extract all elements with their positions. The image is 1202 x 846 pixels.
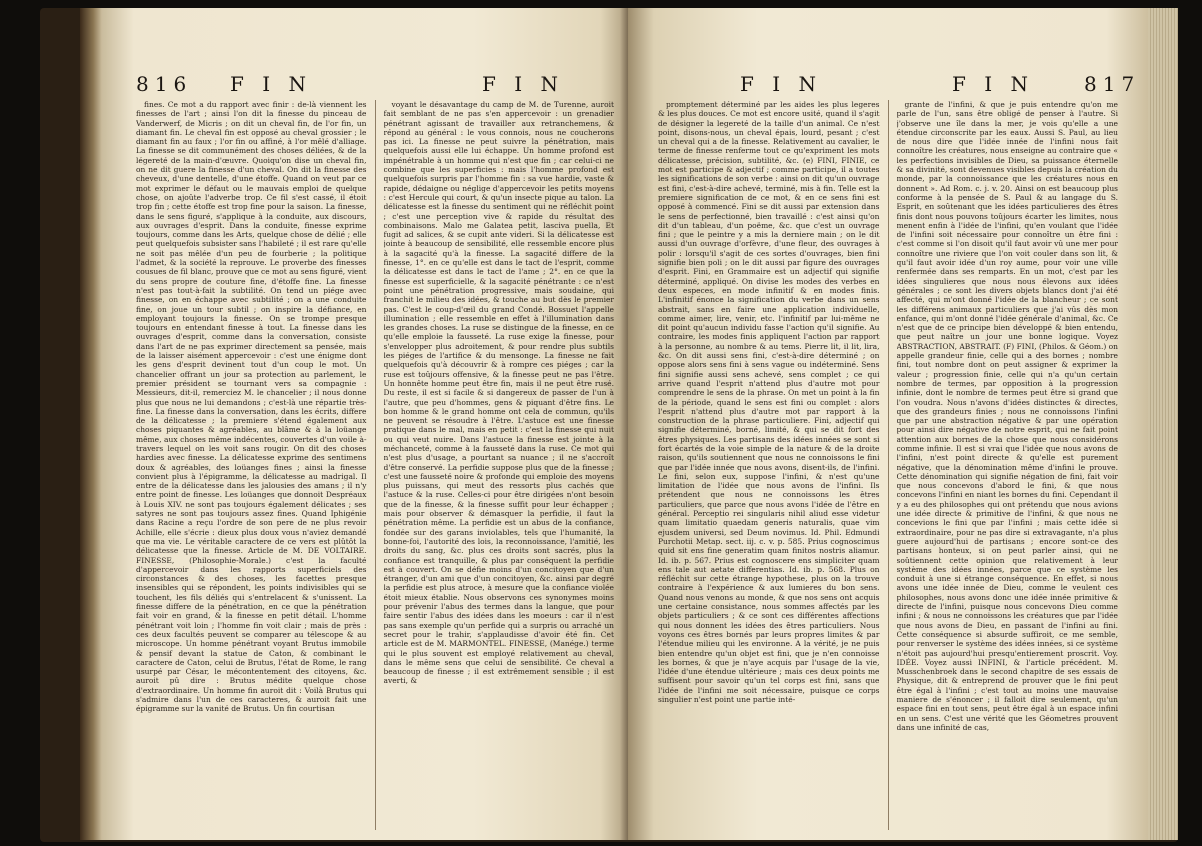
column-divider — [375, 100, 376, 830]
left-column-2-text: voyant le désavantage du camp de M. de Turenne, auroit fait semblant de ne pas s'en appercevoir : un grenadier pénétrant agissant de travailler aux retranchemens, & répond au général : le vous connois, nous ne coucherons pas ici. La finesse ne peut suivre la pénétration, mais quelquefois aussi elle lui échappe. Un homme profond est impénétrable à un homme qui n'est que fin ; car celui-ci ne combine que les superficies : mais l'homme profond est quelquefois surpris par l'homme fin : sa vue hardie, vaste & rapide, dédaigne ou néglige d'appercevoir les petits moyens : c'est Hercule qui court, & qu'un insecte pique au talon. La délicatesse est la finesse du sentiment qui ne réfléchit point ; c'est une perception vive & rapide du résultat des combinaisons. Malo me Galatea petit, lasciva puella, Et fugit ad salices, & se cupit ante videri. Si la délicatesse est jointe à beaucoup de sensibilité, elle ressemble encore plus à la sagacité qu'à la finesse. La sagacité differe de la finesse, 1°. en ce qu'elle est dans le tact de l'esprit, comme la délicatesse est dans le tact de l'ame ; 2°. en ce que la finesse est superficielle, & la sagacité pénétrante : ce n'est point une pénétration progressive, mais soudaine, qui franchit le milieu des idées, & touche au but dès le premier pas. C'est le coup-d'œil du grand Condé. Bossuet l'appelle illumination ; elle ressemble en effet à l'illumination dans les grandes choses. La ruse se distingue de la finesse, en ce qu'elle emploie la fausseté. La ruse exige la finesse, pour s'envelopper plus adroitement, & pour rendre plus subtils les piéges de l'artifice & du mensonge. La finesse ne fait quelquefois qu'à découvrir & à rompre ces piéges ; car la ruse est toûjours offensive, & la finesse peut ne pas l'être. Un honnête homme peut être fin, mais il ne peut être rusé. Du reste, il est si facile & si dangereux de passer de l'un à l'autre, que peu d'hommes, gens & piquant d'être fins. Le bon homme & le grand homme ont cela de commun, qu'ils ne peuvent se résoudre à l'être. L'astuce est une finesse pratique dans le mal, mais en petit : c'est la finesse qui nuit ou qui veut nuire. Dans l'astuce la finesse est jointe à la méchanceté, comme à la fausseté dans la ruse. Ce mot qui n'est plus d'usage, a pourtant sa nuance ; il ne s'accroît d'être conservé. La perfidie suppose plus que de la finesse ; c'est une fausseté noire & profonde qui emploie des moyens plus puissans, qui meut des ressorts plus cachés que l'astuce & la ruse. Celles-ci pour être dirigées n'ont besoin que de la finesse, & la finesse suffit pour leur échapper ; mais pour observer & démasquer la perfidie, il faut la pénétration même. La perfidie est un abus de la confiance, fondée sur des garans inviolables, tels que l'humanité, la bonne-foi, l'autorité des lois, la reconnoissance, l'amitié, les droits du sang, &c. plus ces droits sont sacrés, plus la confiance est tranquille, & plus par conséquent la perfidie est à couvert. On se défie moins d'un concitoyen que d'un étranger, d'un ami que d'un concitoyen, &c. ainsi par degré la perfidie est plus atroce, à mesure que la confiance violée étoit mieux établie. Nous observons ces synonymes moins pour prévenir l'abus des termes dans la langue, que pour faire sentir l'abus des idées dans les moeurs : car il n'est pas sans exemple qu'un perfide qui a surpris ou arraché un secret pour le trahir, s'applaudisse d'avoir été fin. Cet article est de M. MARMONTEL. FINESSE, (Manége.) terme qui le plus souvent est employé relativement au cheval, dans le même sens que celui de sensibilité. Ce cheval a beaucoup de finesse ; il est extrêmement sensible ; il est averti, & — [383, 100, 614, 686]
right-book-edge — [1148, 8, 1178, 840]
right-header-word-1: F I N — [740, 72, 822, 96]
left-page-header — [102, 72, 632, 98]
left-book-edge — [80, 8, 102, 840]
left-page-number: 816 — [136, 72, 193, 96]
left-page — [102, 8, 632, 840]
left-header-word-2: F I N — [482, 72, 564, 96]
left-header-word-1: F I N — [230, 72, 312, 96]
right-page-header — [628, 72, 1148, 98]
left-column-2 — [384, 100, 615, 830]
right-column-2 — [897, 100, 1119, 830]
right-column-2-text: grante de l'infini, & que je puis entendre qu'on me parle de l'un, sans être obligé de penser à l'autre. Si j'observe une île dans la mer, je vois qu'elle a une étendue circonscrite par les eaux. Aussi S. Paul, au lieu de nous dire que l'idée innée de l'infini nous fait connoître les créatures, nous enseigne au contraire que « les perfections invisibles de Dieu, sa puissance éternelle & sa divinité, sont devenues visibles depuis la création du monde, par la connoissance que les créatures nous en donnent ». Ad Rom. c. j. v. 20. Ainsi on est beaucoup plus conforme à la pensée de S. Paul & au langage du S. Esprit, en soûtenant que les idées particulieres des êtres finis dont nous pouvons toûjours écarter les limites, nous menent enfin à l'idée de l'infini, qu'en voulant que l'idée de l'infini soit nécessaire pour connoître un être fini : c'est comme si l'on disoit qu'il faut avoir vû une mer pour connoître une riviere que l'on voit couler dans son lit, & qu'il faut avoir idée d'un roy aume, pour voir une ville renfermée dans ses remparts. En un mot, c'est par les idées singulieres que nous nous élevons aux idées générales ; ce sont les divers objets blancs dont j'ai été affecté, qui m'ont donné l'idée de la blancheur ; ce sont les différens animaux particuliers que j'ai vûs dès mon enfance, qui m'ont donné l'idée générale d'animal, &c. Ce n'est que de ce principe bien développé & bien entendu, que peut naître un jour une bonne logique. Voyez ABSTRACTION, ABSTRAIT. (F) FINI, (Philos. & Géom.) on appelle grandeur finie, celle qui a des bornes ; nombre fini, tout nombre dont on peut assigner & exprimer la valeur ; progression finie, celle qui n'a qu'un certain nombre de termes, par opposition à la progression infinie, dont le nombre de termes peut être si grand que l'on voudra. Nous n'avons d'idées distinctes & directes, que des grandeurs finies ; nous ne connoissons l'infini que par une abstraction négative & par une opération pour ainsi dire négative de notre esprit, qui ne fait point attention aux bornes de la chose que nous considérons comme infinie. Il est si vrai que l'idée que nous avons de l'infini, n'est point directe & qu'elle est purement négative, que la dénomination même d'infini le prouve. Cette dénomination qui signifie négation de fini, fait voir que nous concevons d'abord le fini, & que nous concevons l'infini en niant les bornes du fini. Cependant il y a eu des philosophes qui ont prétendu que nous avions une idée directe & primitive de l'infini, & que nous ne concevions le fini que par l'infini ; mais cette idée si extraordinaire, pour ne pas dire si extravagante, n'a plus guere aujourd'hui de partisans ; encore sont-ce des partisans honteux, si on peut parler ainsi, qui ne soûtiennent cette opinion que relativement à leur système des idées innées, parce que ce système les conduit à une si étrange conséquence. En effet, si nous avons une idée innée de Dieu, comme le veulent ces philosophes, nous avons donc une idée innée primitive & directe de l'infini, puisque nous concevons Dieu comme infini ; & nous ne connoissons les créatures que par l'idée que nous avons de Dieu, en passant de l'infini au fini. Cette conséquence si absurde suffiroit, ce me semble, pour renverser le système des idées innées, si ce système n'étoit pas aujourd'hui presqu'entierement proscrit. Voy. IDÉE. Voyez aussi INFINI, & l'article précédent. M. Musschenbroek dans le second chapitre de ses essais de Physique, dit & entreprend de prouver que le fini peut être égal à l'infini ; c'est tout au moins une mauvaise maniere de s'énoncer ; il falloit dire seulement, qu'un espace fini en tout sens, peut être égal à un espace infini en un sens. C'est une vérité que les Géometres prouvent dans une infinité de cas, — [896, 100, 1118, 732]
right-header-word-2: F I N — [952, 72, 1034, 96]
left-column-1 — [136, 100, 367, 830]
right-column-1 — [658, 100, 880, 830]
right-page-number: 817 — [1084, 72, 1141, 96]
left-column-1-text: fines. Ce mot a du rapport avec finir : de-là viennent les finesses de l'art ; ainsi l'on dit la finesse du pinceau de Vanderwerf, de Micris ; on dit un cheval fin, de l'or fin, un diamant fin. Le cheval fin est opposé au cheval grossier ; le diamant fin au faux ; l'or fin ou affiné, à l'or mêlé d'alliage. La finesse se dit communément des choses déliées, & de la légereté de la main-d'œuvre. Quoiqu'on dise un cheval fin, on ne dit guere la finesse d'un cheval. On dit la finesse des cheveux, d'une dentelle, d'une étoffe. Quand on veut par ce mot exprimer le défaut ou le mauvais emploi de quelque chose, on ajoûte l'adverbe trop. Ce fil s'est cassé, il étoit trop fin ; cette étoffe est trop fine pour la saison. La finesse, dans le sens figuré, s'applique à la conduite, aux discours, aux ouvrages d'esprit. Dans la conduite, finesse exprime toujours, comme dans les Arts, quelque chose de délié ; elle peut quelquefois subsister sans l'habileté ; il est rare qu'elle ne soit pas mêlée d'un peu de fourberie ; la politique l'admet, & la société la reprouve. Le proverbe des finesses cousues de fil blanc, prouve que ce mot au sens figuré, vient du sens propre de couture fine, d'étoffe fine. La finesse n'est pas tout-à-fait la subtilité. On tend un piége avec finesse, on en échappe avec subtilité ; on a une conduite fine, on joue un tour subtil ; on inspire la défiance, en employant toujours la finesse. On se trompe presque toujours en entendant finesse à tout. La finesse dans les ouvrages d'esprit, comme dans la conversation, consiste dans l'art de ne pas exprimer directement sa pensée, mais de la laisser aisément appercevoir : c'est une énigme dont les gens d'esprit devinent tout d'un coup le mot. Un chancelier offrant un jour sa protection au parlement, le premier président se tournant vers sa compagnie : Messieurs, dit-il, remerciez M. le chancelier ; il nous donne plus que nous ne lui demandons ; c'est-là une répartie très-fine. La finesse dans la conversation, dans les écrits, differe de la délicatesse ; la premiere s'étend également aux choses piquantes & agréables, au blâme & à la loüange même, aux choses même indécentes, couvertes d'un voile à-travers lequel on les voit sans rougir. On dit des choses hardies avec finesse. La délicatesse exprime des sentimens doux & agréables, des loüanges fines ; ainsi la finesse convient plus à l'épigramme, la délicatesse au madrigal. Il entre de la délicatesse dans les jalousies des amans ; il n'y entre point de finesse. Les loüanges que donnoit Despréaux à Louis XIV. ne sont pas toujours également délicates ; ses satyres ne sont pas toujours assez fines. Quand Iphigénie dans Racine a reçu l'ordre de son pere de ne plus revoir Achille, elle s'écrie : dieux plus doux vous n'aviez demandé que ma vie. Le véritable caractere de ce vers est plûtôt la délicatesse que la finesse. Article de M. DE VOLTAIRE. FINESSE, (Philosophie-Morale.) c'est la faculté d'appercevoir dans les rapports superficiels des circonstances & des choses, les facettes presque insensibles qui se répondent, les points indivisibles qui se touchent, les fils déliés qui s'entrelacent & s'unissent. La finesse differe de la pénétration, en ce que la pénétration fait voir en grand, & la finesse en petit détail. L'homme pénétrant voit loin ; l'homme fin voit clair ; mais de près : ces deux facultés peuvent se comparer au télescope & au microscope. Un homme pénétrant voyant Brutus immobile & pensif devant la statue de Caton, & combinant le caractere de Caton, celui de Brutus, l'état de Rome, le rang usurpé par César, le mécontentement des citoyens, &c. auroit pû dire : Brutus médite quelque chose d'extraordinaire. Un homme fin auroit dit : Voilà Brutus qui s'admire dans l'un de ces caracteres, & auroit fait une épigramme sur la vanité de Brutus. Un fin courtisan — [136, 100, 367, 714]
right-column-1-text: promptement déterminé par les aides les plus legeres & les plus douces. Ce mot est encore usité, quand il s'agit de désigner la legereté de la taille d'un animal. Ce n'est point, disons-nous, un cheval épais, lourd, pesant ; c'est un cheval qui a de la finesse. Relativement au cavalier, le terme de finesse renferme tout ce qu'expriment les mots délicatesse, précision, subtilité, &c. (e) FINI, FINIE, ce mot est participe & adjectif ; comme participe, il a toutes les significations de son verbe : ainsi on dit qu'un ouvrage est fini, c'est-à-dire achevé, terminé, mis à fin. Telle est la premiere signification de ce mot, & en ce sens fini est opposé à commencé. Fini se dit aussi par extension dans le sens de perfectionné, bien travaillé : c'est ainsi qu'on dit d'un tableau, d'un poëme, &c. que c'est un ouvrage fini ; que le peintre y a mis la derniere main ; on le dit aussi d'un ouvrage d'orfèvre, d'une fleur, des ouvrages à polir : lorsqu'il s'agit de ces sortes d'ouvrages, bien fini signifie bien poli ; on le dit aussi par figure des ouvrages d'esprit. Fini, en Grammaire est un adjectif qui signifie déterminé, appliqué. On divise les modes des verbes en deux especes, en mode infinitif & en modes finis. L'infinitif énonce la signification du verbe dans un sens abstrait, sans en faire une application individuelle, comme aimer, lire, venir, etc. l'infinitif par lui-même ne dit point qu'aucun individu fasse l'action qu'il signifie. Au contraire, les modes finis appliquent l'action par rapport à la personne, au nombre & au tems. Pierre lit, il lit, lira, &c. On dit aussi sens fini, c'est-à-dire déterminé ; on oppose alors sens fini à sens vague ou indéterminé. Sens fini signifie aussi sens achevé, sens complet ; ce qui arrive quand l'esprit n'attend plus d'autre mot pour comprendre le sens de la phrase. On met un point à la fin de la période, quand le sens est fini ou complet : alors l'esprit n'attend plus d'autre mot par rapport à la construction de la phrase particuliere. Fini, adjectif qui signifie déterminé, borné, limité, & qui se dit fort des êtres physiques. Les partisans des idées innées se sont si fort écartés de la voie simple de la nature & de la droite raison, qu'ils soutiennent que nous ne connoissons le fini que par l'idée innée que nous avons, disent-ils, de l'infini. Le fini, selon eux, suppose l'infini, & n'est qu'une limitation de l'idée que nous avons de l'infini. Ils prétendent que nous ne connoissons les êtres particuliers, que parce que nous avons l'idée de l'être en général. Perceptio rei singularis nihil aliud esse videtur quam limitatio quaedam generis naturalis, quae vim ejusdem universi, sed Deum novimus. Id. Phil. Edmundi Purchotii Metap. sect. iij. c. v. p. 585. Prius cognoscimus quid sit ens fine generatim quam finitos nostris aliamur. Id. ib. p. 567. Prius est cognoscere ens simpliciter quam ens tale aut aetate differentias. Id. ib. p. 568. Plus on réfléchit sur cette étrange hypothese, plus on la trouve contraire à l'expérience & aux lumieres du bon sens. Quand nous venons au monde, & que nos sens ont acquis une certaine consistance, nous sommes affectés par les objets particuliers ; & ce sont ces différentes affections qui nous donnent les idées des êtres particuliers. Nous voyons ces êtres bornés par leurs propres limites & par l'étendue milieu qui les environne. A la vérité, je ne puis bien entendre qu'un objet est fini, que je n'en connoisse les bornes, & que je n'aye acquis par l'usage de la vie, l'idée d'une étendue ultérieure ; mais ces deux points me suffisent pour savoir qu'un tel corps est fini, sans que l'idée de l'infini me soit nécessaire, puisque ce corps singulier n'est point une partie inté- — [658, 100, 880, 704]
left-page-columns — [136, 100, 614, 830]
open-book — [40, 8, 1178, 842]
right-page — [628, 8, 1148, 840]
right-page-columns — [658, 100, 1118, 830]
column-divider — [888, 100, 889, 830]
